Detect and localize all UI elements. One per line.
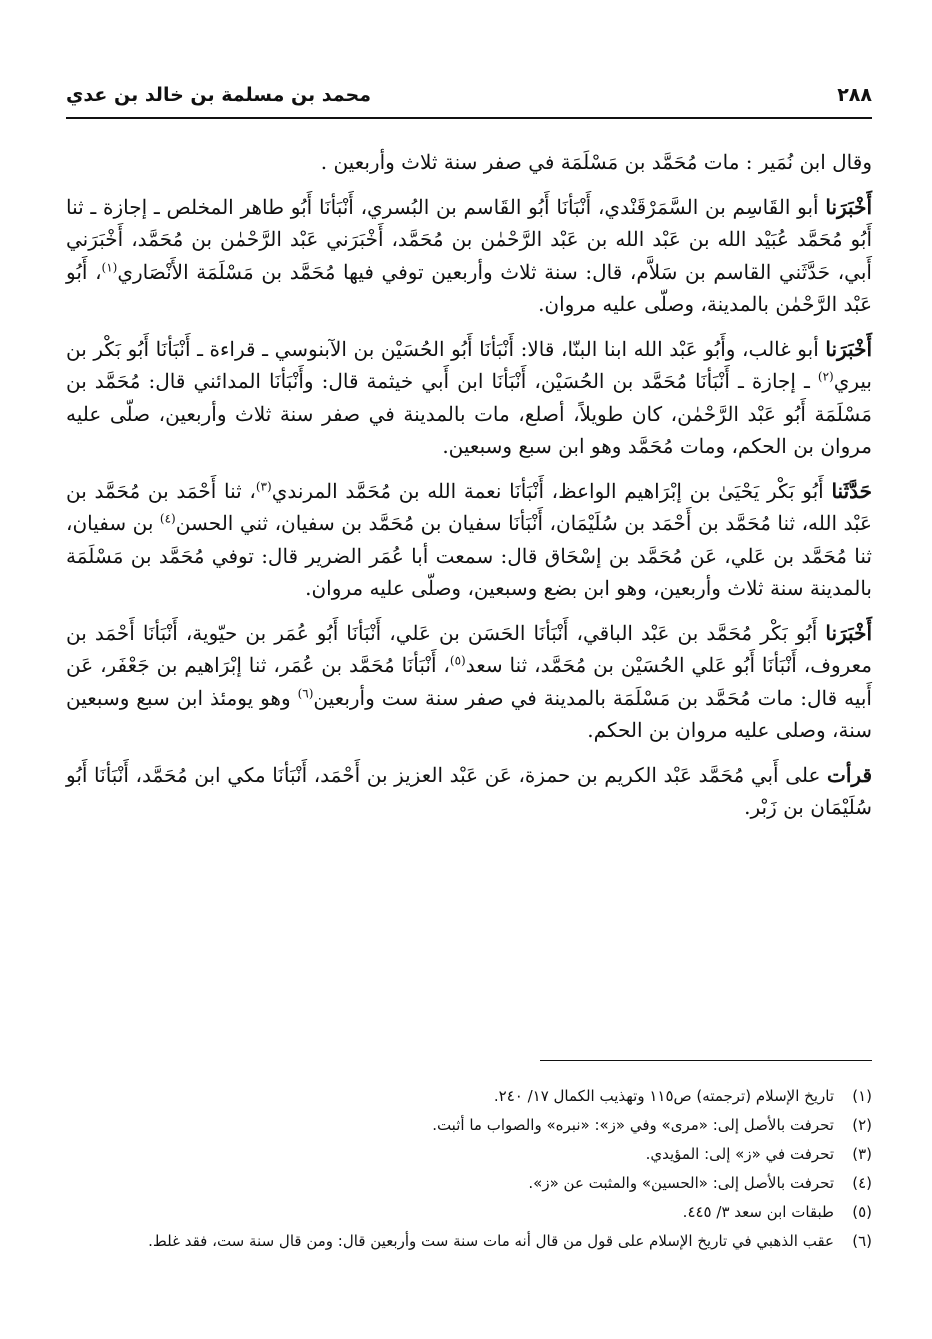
footnote	[66, 1140, 872, 1169]
footnote	[66, 1082, 872, 1111]
footnote-number: (٦)	[852, 1232, 872, 1250]
paragraph-text-tail: ـ إجازة ـ أَنْبَأنَا مُحَمَّد بن الحُسَيْن، أَنْبَأنَا ابن أَبي خيثمة قال: وأَنْبَأنَا المدائني قال: مُحَمَّد بن مَسْلَمَة أَبُو عَبْد الرَّحْمٰن، كان طويلاً، أصلع، مات بالمدينة في صفر سنة ثلاث وأربعين، صلّى عليه مروان بن الحكم، ومات مُحَمَّد وهو ابن سبع وسبعين.	[66, 369, 872, 458]
footnote	[66, 1227, 872, 1256]
paragraph-text: أَبُو بَكْر يَحْيَىٰ بن إبْرَاهيم الواعظ، أَنْبَأنَا نعمة الله بن مُحَمَّد المرندي	[271, 478, 832, 503]
header-rule	[66, 117, 872, 119]
paragraph-1	[66, 146, 872, 179]
page-header	[66, 78, 872, 112]
main-text	[66, 146, 872, 836]
paragraph-text-tail-2: وهو يومئذ ابن سبع وسبعين سنة، وصلى عليه مروان بن الحكم.	[66, 685, 872, 742]
footnote-number: (٤)	[852, 1174, 872, 1192]
running-title: محمد بن مسلمة بن خالد بن عدي	[66, 84, 371, 106]
paragraph-6	[66, 759, 872, 824]
paragraph-lead-word: أَخْبَرَنا	[825, 336, 872, 361]
footnote-text: عقب الذهبي في تاريخ الإسلام على قول من قال أنه مات سنة ست وأربعين قال: ومن قال سنة ست، فقد غلط.	[148, 1232, 834, 1250]
paragraph-text: أبو غالب، وأَبُو عَبْد الله ابنا البنّا، قالا: أَنْبَأنَا أَبُو الحُسَيْن بن الآبنوسي ـ قراءة ـ أَنْبَأنَا أَبُو بَكْر بن بيري	[66, 336, 872, 393]
paragraph-lead-word: حَدَّثَنا	[831, 478, 872, 503]
paragraph-text-tail-2: بن سفيان، ثنا مُحَمَّد بن عَلي، عَن مُحَمَّد بن إسْحَاق قال: سمعت أبا عُمَر الضرير قال: توفي مُحَمَّد بن مَسْلَمَة بالمدينة سنة ثلاث وأربعين، وهو ابن بضع وسبعين، وصلّى عليه مروان.	[66, 511, 872, 600]
footnote-ref-4: (٤)	[159, 511, 176, 526]
footnote-number: (١)	[852, 1087, 872, 1105]
paragraph-text: أَبُو بَكْر مُحَمَّد بن عَبْد الباقي، أَنْبَأنَا الحَسَن بن عَلي، أَنْبَأنَا أَبُو عُمَر بن حيّوية، أَنْبَأنَا أَحْمَد بن معروف، أَنْبَأنَا أَبُو عَلي الحُسَيْن بن مُحَمَّد، ثنا سعد	[66, 620, 872, 677]
paragraph-2	[66, 191, 872, 321]
footnote-rule	[540, 1060, 872, 1061]
paragraph-text: وقال ابن نُمَير : مات مُحَمَّد بن مَسْلَمَة في صفر سنة ثلاث وأربعين .	[320, 150, 872, 174]
footnote-ref-2: (٢)	[817, 369, 834, 384]
paragraph-lead-word: قرأت	[827, 762, 873, 787]
footnote-ref-1: (١)	[101, 259, 118, 274]
footnote-text: تاريخ الإسلام (ترجمته) ص١١٥ وتهذيب الكمال ١٧/ ٢٤٠.	[493, 1087, 834, 1105]
paragraph-text-tail: ، أَبُو عَبْد الرَّحْمٰن بالمدينة، وصلّى عليه مروان.	[66, 259, 872, 316]
paragraph-text: على أَبي مُحَمَّد عَبْد الكريم بن حمزة، عَن عَبْد العزيز بن أَحْمَد، أَنْبَأنَا مكي ابن مُحَمَّد، أَنْبَأنَا أَبُو سُلَيْمَان بن زَبْر.	[66, 762, 872, 819]
footnote-number: (٣)	[852, 1145, 872, 1163]
page-number: ٢٨٨	[837, 84, 872, 106]
footnotes	[66, 1082, 872, 1256]
paragraph-lead-word: أَخْبَرَنا	[825, 194, 872, 219]
paragraph-5	[66, 617, 872, 747]
footnote-ref-5: (٥)	[449, 653, 466, 668]
paragraph-4	[66, 475, 872, 605]
footnote-ref-6: (٦)	[297, 685, 314, 700]
paragraph-3	[66, 333, 872, 463]
paragraph-text-tail: ، أَنْبَأنَا مُحَمَّد بن عُمَر، ثنا إبْرَاهيم بن جَعْفَر، عَن أَبيه قال: مات مُحَمَّد بن مَسْلَمَة بالمدينة في صفر سنة ست وأربعين	[66, 653, 872, 710]
footnote	[66, 1198, 872, 1227]
paragraph-text: أبو القَاسِم بن السَّمَرْقَنْدي، أَنْبَأنَا أَبُو القَاسم بن البُسري، أَنْبَأنَا أَبُو طاهر المخلص ـ إجازة ـ ثنا أَبُو مُحَمَّد عُبَيْد الله بن عَبْد الله بن عَبْد الرَّحْمٰن بن مُحَمَّد، أَخْبَرَني عَبْد الرَّحْمٰن بن مُحَمَّد، أَخْبَرَني أَبي، حَدَّثَني القاسم بن سَلاَّم، قال: سنة ثلاث وأربعين توفي فيها مُحَمَّد بن مَسْلَمَة الأَنْصَاري	[66, 194, 873, 284]
footnote	[66, 1111, 872, 1140]
footnote	[66, 1169, 872, 1198]
footnote-ref-3: (٣)	[255, 478, 272, 493]
footnote-text: تحرفت في «ز» إلى: المؤيدي.	[645, 1145, 834, 1163]
footnote-number: (٢)	[852, 1116, 872, 1134]
footnote-text: تحرفت بالأصل إلى: «الحسين» والمثبت عن «ز».	[528, 1174, 834, 1192]
paragraph-lead-word: أَخْبَرَنا	[825, 620, 872, 645]
footnote-text: تحرفت بالأصل إلى: «مرى» وفي «ز»: «نبره» والصواب ما أثبت.	[432, 1116, 834, 1134]
footnote-number: (٥)	[852, 1203, 872, 1221]
footnote-text: طبقات ابن سعد ٣/ ٤٤٥.	[682, 1203, 834, 1221]
paragraph-text-tail: ، ثنا أَحْمَد بن مُحَمَّد بن عَبْد الله، ثنا مُحَمَّد بن أَحْمَد بن سُلَيْمَان، أَنْبَأنَا سفيان بن مُحَمَّد بن سفيان، ثني الحسن	[66, 478, 872, 535]
